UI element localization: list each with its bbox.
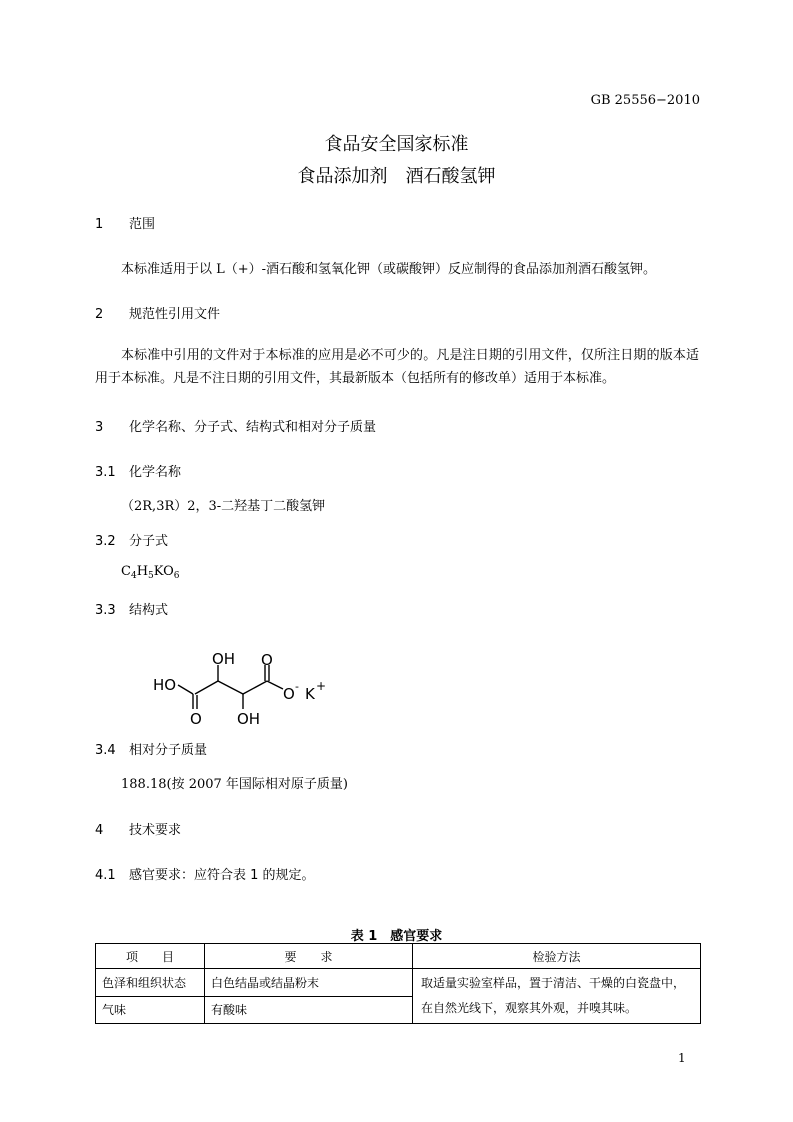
section-1-text: 本标准适用于以 L（+）-酒石酸和氢氧化钾（或碳酸钾）反应制得的食品添加剂酒石酸氢钾。 xyxy=(121,262,657,277)
section-number: 3.3 xyxy=(95,603,116,618)
o-bottom-label: O xyxy=(190,710,202,728)
section-number: 3.2 xyxy=(95,534,116,549)
section-3-3-heading xyxy=(95,599,168,618)
section-number: 1 xyxy=(95,217,104,232)
sensory-requirements-table xyxy=(95,943,701,1024)
section-3-2-heading xyxy=(95,530,168,549)
structural-formula xyxy=(150,645,330,730)
section-title: 分子式 xyxy=(129,534,169,549)
section-title: 技术要求 xyxy=(129,823,182,838)
title-line-2: 食品添加剂 酒石酸氢钾 xyxy=(297,166,496,187)
section-title: 规范性引用文件 xyxy=(129,307,221,322)
molecular-formula: $C_4H_5KO_6$ xyxy=(121,564,180,581)
section-number: 2 xyxy=(95,307,104,322)
table-row xyxy=(96,969,701,997)
test-method-cell xyxy=(413,969,701,1024)
row-requirement: 有酸味 xyxy=(205,996,413,1024)
row-item: 气味 xyxy=(96,996,205,1024)
section-3-heading xyxy=(95,416,376,435)
table-caption: 表 1 感官要求 xyxy=(350,929,443,944)
table-header-row xyxy=(96,944,701,969)
section-title: 相对分子质量 xyxy=(129,743,208,758)
section-title: 范围 xyxy=(129,217,156,232)
test-method-line-1: 取适量实验室样品，置于清洁、干燥的白瓷盘中， xyxy=(421,976,686,990)
molecular-mass: 188.18(按 2007 年国际相对原子质量) xyxy=(121,777,348,792)
row-item: 色泽和组织状态 xyxy=(96,969,205,997)
plus-sign: + xyxy=(316,679,327,693)
header-requirement: 要 求 xyxy=(205,944,413,969)
section-title: 结构式 xyxy=(129,603,169,618)
section-number: 3 xyxy=(95,420,104,435)
section-title: 化学名称 xyxy=(129,465,182,480)
section-number: 3.1 xyxy=(95,465,116,480)
section-title: 化学名称、分子式、结构式和相对分子质量 xyxy=(129,420,377,435)
standard-number: GB 25556−2010 xyxy=(590,93,700,108)
ho-left-label: HO xyxy=(153,676,177,694)
page-number: 1 xyxy=(678,1051,686,1065)
title-line-1: 食品安全国家标准 xyxy=(324,134,469,155)
chemical-name: （2R,3R）2，3-二羟基丁二酸氢钾 xyxy=(121,499,326,514)
section-3-1-heading xyxy=(95,461,181,480)
test-method-line-2: 在自然光线下，观察其外观，并嗅其味。 xyxy=(421,1001,638,1015)
section-number: 4.1 xyxy=(95,868,116,883)
o-top-label: O xyxy=(261,651,273,669)
section-2-text: 本标准中引用的文件对于本标准的应用是必不可少的。凡是注日期的引用文件，仅所注日期的版本适用于本标准。凡是不注日期的引用文件，其最新版本（包括所有的修改单）适用于本标准。 xyxy=(95,348,699,386)
oh-bottom-label: OH xyxy=(237,710,261,728)
section-number: 4 xyxy=(95,823,104,838)
section-2-heading xyxy=(95,303,220,322)
section-1-heading xyxy=(95,213,155,232)
section-4-heading xyxy=(95,819,181,838)
k-label: K xyxy=(305,685,315,703)
section-3-4-heading xyxy=(95,739,207,758)
section-4-1-heading xyxy=(95,864,315,883)
header-item: 项 目 xyxy=(96,944,205,969)
header-test-method: 检验方法 xyxy=(413,944,701,969)
o-minus-label: O xyxy=(283,685,295,703)
section-number: 3.4 xyxy=(95,743,116,758)
minus-sign: - xyxy=(295,680,299,693)
row-requirement: 白色结晶或结晶粉末 xyxy=(205,969,413,997)
section-title: 感官要求：应符合表 1 的规定。 xyxy=(129,868,315,883)
oh-top-label: OH xyxy=(212,650,236,668)
